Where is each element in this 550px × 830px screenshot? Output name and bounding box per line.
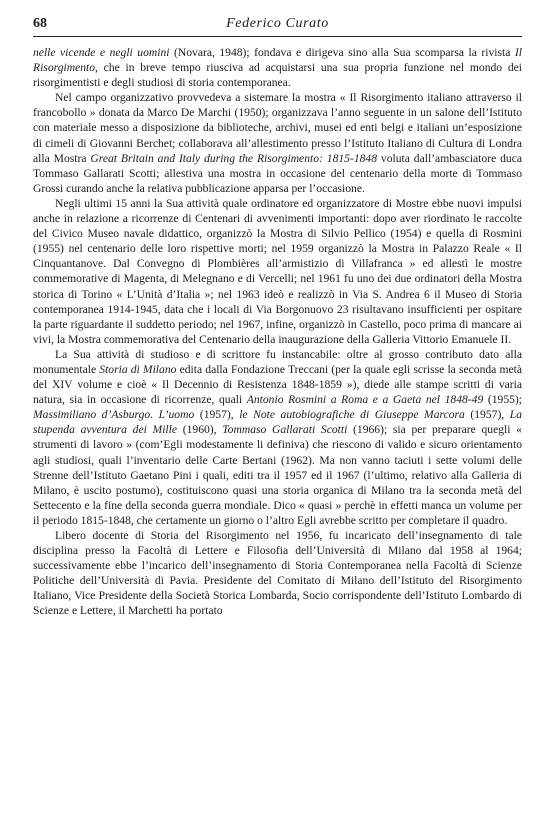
body-text [33,45,522,619]
italic-text: Massimiliano d’Asburgo. L’uomo [33,408,195,422]
text-run: (1957), [194,408,240,422]
text-run: (1966); sia per preparare quegli « strumenti di lavoro » (com’Egli modestamente li definiva) che riescono di valido e sicuro orientamento agli studiosi, quali l’inventario delle Carte Bertani (1962). Ma non vanno taciuti i sette volumi delle Strenne dell’Istituto Gaetano Pini i quali, editi tra il 1957 ed il 1967 (l’ultimo, relativo alla Galleria di Milano, è uscito postumo), costituiscono quasi una storia organica di Milano tra la seconda metà del Settecento e la fine della seconda guerra mondiale. Dico « quasi » perchè in effetti manca un volume per il periodo 1815-1848, che certamente un giorno o l’altro Egli avrebbe scritto per completare il quadro. [33,423,522,527]
text-run: (1955); [483,393,522,407]
text-run: Nel campo organizzativo provvedeva a sistemare la mostra « Il Risorgimento italiano attraverso il francobollo » donata da Marco De Marchi (1950); organizzava l’anno seguente in un salone dell’Istituto con materiale messo a disposizione da biblioteche, archivi, musei ed enti belgi e italiani un’esposizione di cimeli di Giovanni Berchet; collaborava all’allestimento presso l’Istituto Italiano di Cultura di Londra alla Mostra [33,91,522,165]
text-run: voluta dall’ambasciatore duca Tommaso Gallarati Scotti; allestiva una mostra in occasione del centenario della morte di Tommaso Grossi curando anche la relativa pubblicazione apparsa per l’occasione. [33,151,522,195]
page-header [33,14,522,37]
page-number: 68 [33,16,47,31]
text-run: edita dalla Fondazione Treccani (per la quale egli scrisse la seconda metà del XIV volume e cioè « Il Decennio di Resistenza 1848-1859 »), diede alle stampe scritti di varia natura, sia in occasione di ricorrenze, quali [33,362,523,407]
text-run: (1957), [464,408,510,422]
text-run: (Novara, 1948); fondava e dirigeva sino alla Sua scomparsa la rivista [169,46,515,59]
paragraph [33,528,522,619]
italic-text: le Note autobiografiche di Giuseppe Marcora [239,408,465,422]
text-run: La Sua attività di studioso e di scrittore fu instancabile: oltre al grosso contributo dato alla monumentale [33,347,522,376]
italic-text: Antonio Rosmini a Roma e a Gaeta nel 1848-49 [246,393,484,407]
text-run: Libero docente di Storia del Risorgimento nel 1956, fu incaricato dell’insegnamento di tale disciplina presso la Facoltà di Lettere e Filosofia dell’Università di Milano dal 1958 al 1964; successivamente ebbe l’incarico dell’insegnamento di Storia Contemporanea nella Facoltà di Scienze Politiche dell’Università di Pavia. Presidente del Comitato di Milano dell’Istituto del Risorgimento Italiano, Vice Presidente della Società Storica Lombarda, Socio corrispondente dell’Istituto Lombardo di Scienze e Lettere, il Marchetti ha portato [33,529,522,618]
text-run: (1960), [177,423,223,437]
italic-text: Great Britain and Italy during the Risorgimento: 1815-1848 [90,151,378,165]
text-run: Negli ultimi 15 anni la Sua attività quale ordinatore ed organizzatore di Mostre ebbe nuovi impulsi anche in relazione a ricorrenze di Centenari di avvenimenti importanti: dopo aver riordinato le raccolte del Civico Museo navale didattico, organizzò la Mostra di Silvio Pellico (1954) e quella di Rosmini (1955) nel centenario delle loro rispettive morti; nel 1959 organizzò la Mostra in Palazzo Reale « Il Cinquantanove. Dal Convegno di Plombières all’armistizio di Villafranca » ed allestì le mostre commemorative di Magenta, di Melegnano e di Vercelli; nel 1961 fu uno dei due ordinatori della Mostra storica di Torino « L’Unità d’Italia »; nel 1963 ideò e realizzò in Via S. Andrea 6 il Museo di Storia contemporanea 1914-1945, data che i locali di Via Borgonuovo 23 risultavano insufficienti per ospitare la parte riguardante il suddetto periodo; nel 1967, infine, organizzò in Castello, poco prima di mancare ai vivi, la Mostra commemorativa del Centenario della inaugurazione della Galleria Vittorio Emanuele II. [33,196,522,346]
italic-text: nelle vicende e negli uomini [33,46,170,59]
paragraph [33,196,522,347]
paragraph [33,45,522,90]
running-head: Federico Curato [226,16,329,31]
italic-text: Tommaso Gallarati Scotti [222,423,348,437]
italic-text: Storia di Milano [99,362,177,376]
paragraph [33,347,522,528]
italic-text: La stupenda avventura dei Mille [33,408,522,437]
italic-text: Il Risorgimento [33,46,522,75]
text-run: , che in breve tempo riusciva ad acquistarsi una sua propria funzione nel mondo dei risorgimentisti e degli studiosi di storia contemporanea. [33,61,522,90]
paragraph [33,90,522,196]
